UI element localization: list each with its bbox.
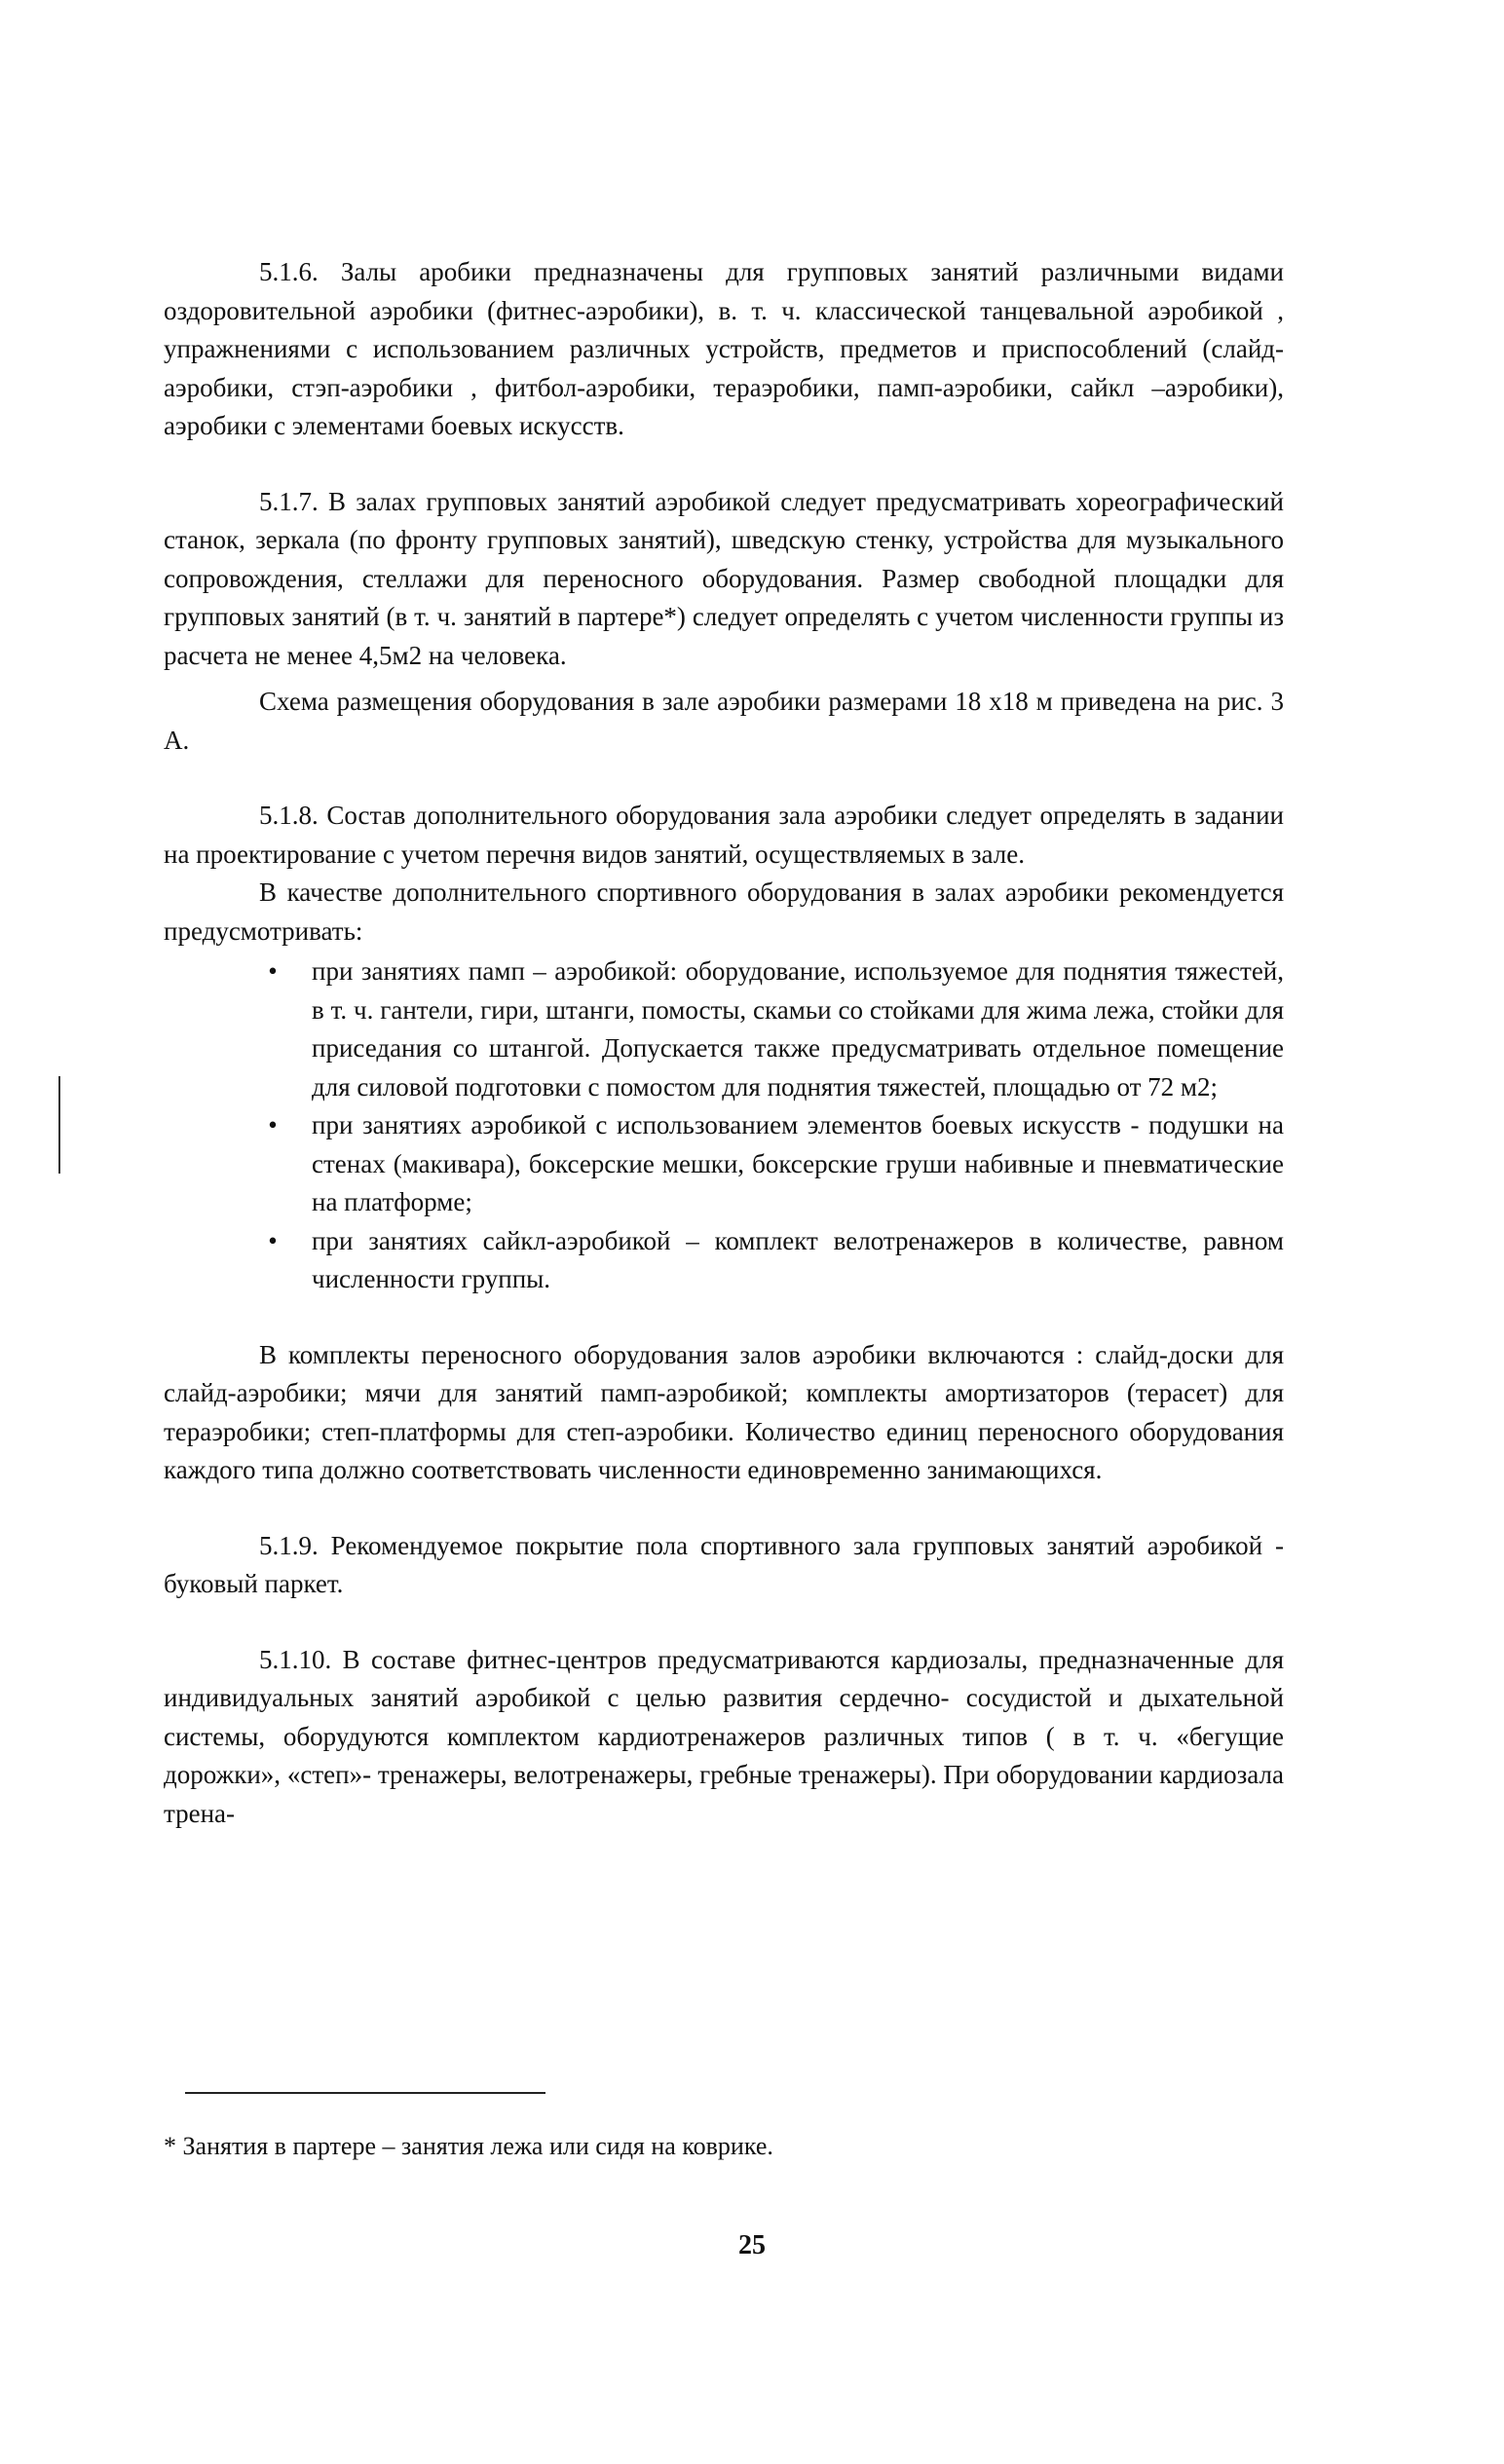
margin-mark	[58, 1076, 60, 1174]
list-item	[164, 1222, 1284, 1299]
list-item-text: при занятиях аэробикой с использованием элементов боевых искусств - подушки на стенах (макивара), боксерские мешки, боксерские груши набивные и пневматические на платформе;	[312, 1110, 1284, 1216]
section-5-1-8-extra: В качестве дополнительного спортивного оборудования в залах аэробики рекомендуется предусмотривать:	[164, 877, 1284, 946]
list-item	[164, 952, 1284, 1106]
footnote-divider	[185, 2092, 545, 2094]
equipment-list	[164, 952, 1284, 1299]
section-5-1-10: 5.1.10. В составе фитнес-центров предусматриваются кардиозалы, предназначенные для индивидуальных занятий аэробикой с целью развития сердечно- сосудистой и дыхательной системы, оборудуются комплектом кардиотренажеров различных типов ( в т. ч. «бегущие дорожки», «степ»- тренажеры, велотренажеры, гребные тренажеры). При оборудовании кардиозала трена-	[164, 1644, 1284, 1828]
bullet-icon: •	[268, 1225, 278, 1255]
section-5-1-9: 5.1.9. Рекомендуемое покрытие пола спортивного зала групповых занятий аэробикой - буковый паркет.	[164, 1530, 1284, 1598]
section-5-1-6: 5.1.6. Залы аробики предназначены для групповых занятий различными видами оздоровительной аэробики (фитнес-аэробики), в. т. ч. классической танцевальной аэробикой , упражнениями с использованием различных устройств, предметов и приспособлений (слайд-аэробики, стэп-аэробики , фитбол-аэробики, тераэробики, памп-аэробики, сайкл –аэробики), аэробики с элементами боевых искусств.	[164, 257, 1284, 440]
section-5-1-7-scheme: Схема размещения оборудования в зале аэробики размерами 18 х18 м приведена на рис. 3 А.	[164, 687, 1284, 755]
bullet-icon: •	[268, 956, 278, 986]
list-item-text: при занятиях памп – аэробикой: оборудование, используемое для поднятия тяжестей, в т. ч. гантели, гири, штанги, помосты, скамьи со стойками для жима лежа, стойки для приседания со штангой. Допускается также предусматривать отдельное помещение для силовой подготовки с помостом для поднятия тяжестей, площадью от 72 м2;	[312, 956, 1284, 1101]
list-item-text: при занятиях сайкл-аэробикой – комплект велотренажеров в количестве, равном численности группы.	[312, 1225, 1284, 1293]
page-number: 25	[738, 2230, 766, 2260]
portable-equipment-paragraph: В комплекты переносного оборудования залов аэробики включаются : слайд-доски для слайд-аэробики; мячи для занятий памп-аэробикой; комплекты амортизаторов (терасет) для тераэробики; степ-платформы для степ-аэробики. Количество единиц переносного оборудования каждого типа должно соответствовать численности единовременно занимающихся.	[164, 1339, 1284, 1484]
list-item	[164, 1106, 1284, 1222]
section-5-1-8: 5.1.8. Состав дополнительного оборудования зала аэробики следует определять в задании на проектирование с учетом перечня видов занятий, осуществляемых в зале.	[164, 801, 1284, 869]
page-body	[164, 253, 1284, 1833]
bullet-icon: •	[268, 1110, 278, 1139]
footnote: * Занятия в партере – занятия лежа или сидя на коврике.	[164, 2132, 773, 2160]
section-5-1-7: 5.1.7. В залах групповых занятий аэробикой следует предусматривать хореографический станок, зеркала (по фронту групповых занятий), шведскую стенку, устройства для музыкального сопровождения, стеллажи для переносного оборудования. Размер свободной площадки для групповых занятий (в т. ч. занятий в партере*) следует определять с учетом численности группы из расчета не менее 4,5м2 на человека.	[164, 486, 1284, 670]
